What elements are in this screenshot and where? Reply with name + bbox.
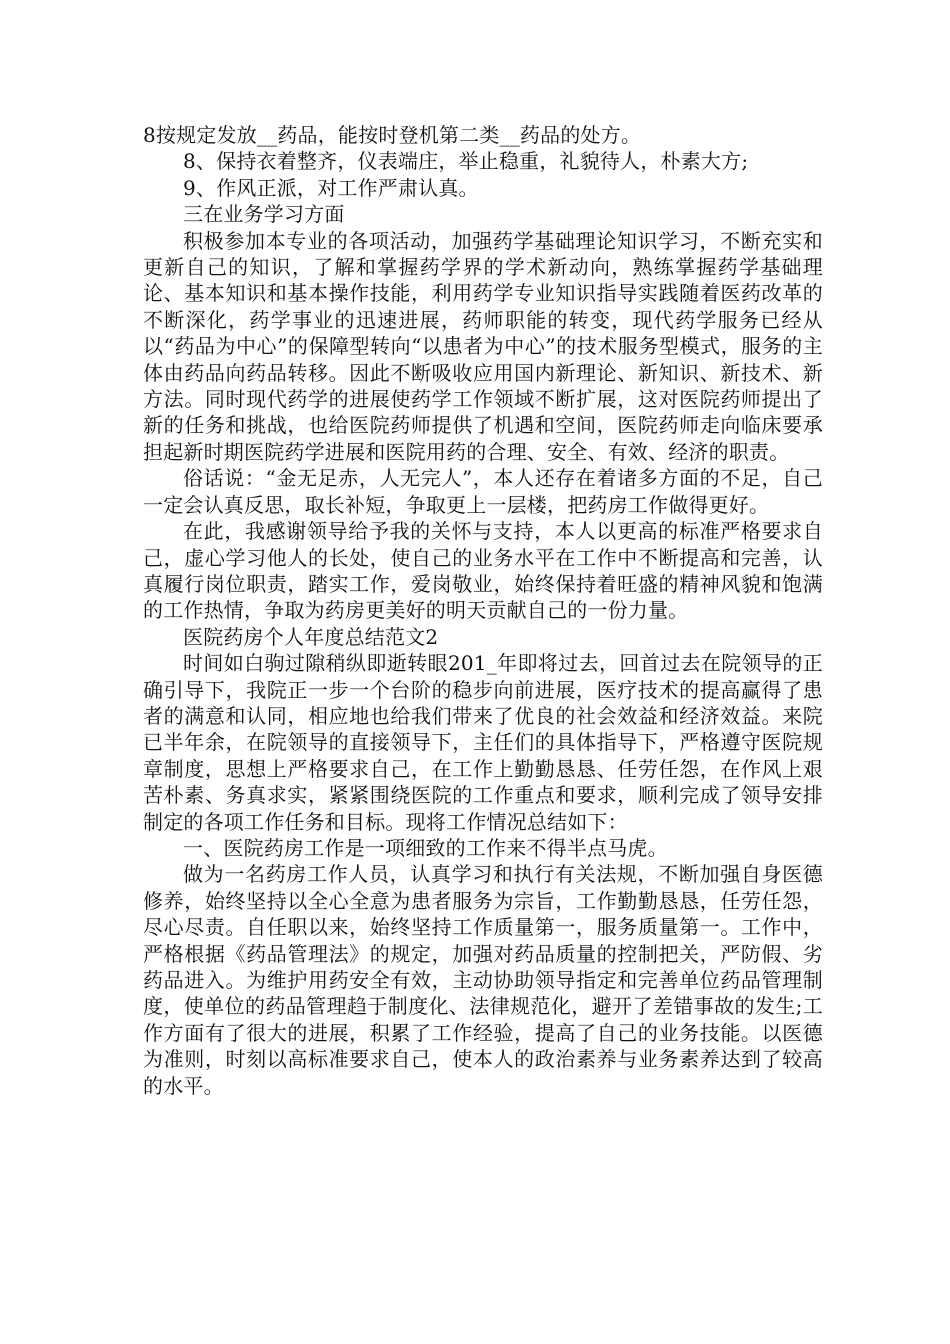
- paragraph-professional-study: 积极参加本专业的各项活动，加强药学基础理论知识学习，不断充实和更新自己的知识，了解和掌握药学界的学术新动向，熟练掌握药学基础理论、基本知识和基本操作技能，利用药学专业知识指导实践随着医药改革的不断深化，药学事业的迅速进展，药师职能的转变，现代药学服务已经从以“药品为中心”的保障型转向“以患者为中心”的技术服务型模式，服务的主体由药品向药品转移。因此不断吸收应用国内新理论、新知识、新技术、新方法。同时现代药学的进展使药学工作领域不断扩展，这对医院药师提出了新的任务和挑战，也给医院药师提供了机遇和空间，医院药师走向临床要承担起新时期医院药学进展和医院用药的合理、安全、有效、经济的职责。: [143, 228, 823, 464]
- paragraph-self-reflection: 俗话说：“金无足赤，人无完人”，本人还存在着诸多方面的不足，自己一定会认真反思，取长补短，争取更上一层楼，把药房工作做得更好。: [143, 466, 823, 517]
- paragraph-conduct-rule: 9、作风正派，对工作严肃认真。: [183, 175, 479, 200]
- section-heading-study: 三在业务学习方面: [183, 202, 345, 227]
- paragraph-pharmacy-duties: 做为一名药房工作人员，认真学习和执行有关法规，不断加强自身医德修养，始终坚持以全心全意为患者服务为宗旨，工作勤勤恳恳，任劳任怨，尽心尽责。自任职以来，始终坚持工作质量第一，服务质量第一。工作中，严格根据《药品管理法》的规定，加强对药品质量的控制把关，严防假、劣药品进入。为维护用药安全有效，主动协助领导指定和完善单位药品管理制度，使单位的药品管理趋于制度化、法律规范化，避开了差错事故的发生;工作方面有了很大的进展，积累了工作经验，提高了自己的业务技能。以医德为准则，时刻以高标准要求自己，使本人的政治素养与业务素养达到了较高的水平。: [143, 862, 823, 1098]
- document-body: [143, 122, 823, 1099]
- paragraph-appearance-rule: 8、保持衣着整齐，仪表端庄，举止稳重，礼貌待人，朴素大方;: [183, 149, 749, 174]
- paragraph-year-review: 时间如白驹过隙稍纵即逝转眼201_年即将过去，回首过去在院领导的正确引导下，我院正一步一个台阶的稳步向前进展，医疗技术的提高赢得了患者的满意和认同，相应地也给我们带来了优良的社会效益和经济效益。来院已半年余，在院领导的直接领导下，主任们的具体指导下，严格遵守医院规章制度，思想上严格要求自己，在工作上勤勤恳恳、任劳任怨，在作风上艰苦朴素、务真求实，紧紧围绕医院的工作重点和要求，顺利完成了领导安排制定的各项工作任务和目标。现将工作情况总结如下：: [143, 651, 823, 834]
- section-heading-pharmacy-work: 一、医院药房工作是一项细致的工作来不得半点马虎。: [183, 835, 668, 860]
- paragraph-gratitude: 在此，我感谢领导给予我的关怀与支持，本人以更高的标准严格要求自己，虚心学习他人的长处，使自己的业务水平在工作中不断提高和完善，认真履行岗位职责，踏实工作，爱岗敬业，始终保持着旺盛的精神风貌和饱满的工作热情，争取为药房更美好的明天贡献自己的一份力量。: [143, 519, 823, 623]
- paragraph-dispensing-rule: 8按规定发放__药品，能按时登机第二类__药品的处方。: [143, 123, 642, 147]
- section-title-sample-2: 医院药房个人年度总结范文2: [183, 624, 439, 649]
